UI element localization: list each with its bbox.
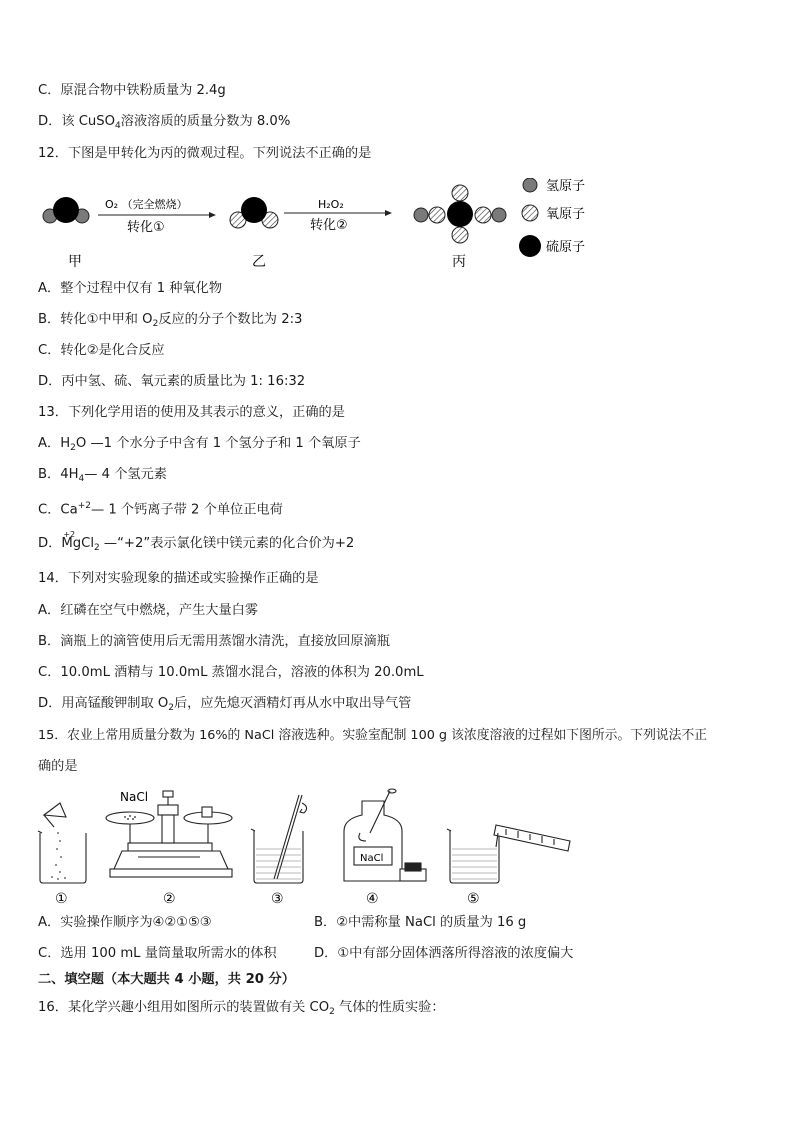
- valence-mark: +2: [63, 530, 76, 539]
- q15-option-b: B．②中需称量 NaCl 的质量为 16 g: [314, 915, 527, 930]
- q12-molecule-diagram: [30, 178, 610, 276]
- step3-label: ③: [271, 891, 284, 907]
- atom-legend: [519, 178, 585, 257]
- section-heading: 二、填空题（本大题共 4 小题，共 20 分）: [38, 972, 295, 987]
- arrow1-condition: O₂ （完全燃烧）: [105, 198, 188, 211]
- legend-sulfur: 硫原子: [546, 240, 586, 255]
- q12-option-b: B．转化①中甲和 $O_2$反应的分子个数比为 2:3: [38, 312, 303, 329]
- sulfur-atom-icon: [519, 235, 541, 257]
- q16-stem: 16．某化学兴趣小组用如图所示的装置做有关 $CO_2$ 气体的性质实验：: [38, 1000, 445, 1017]
- label-jia: 甲: [68, 254, 82, 270]
- q11-option-c: C．原混合物中铁粉质量为 2.4g: [38, 83, 226, 98]
- arrow2-name: 转化②: [310, 218, 348, 233]
- label-yi: 乙: [252, 254, 266, 270]
- q15-option-d: D．①中有部分固体洒落所得溶液的浓度偏大: [314, 946, 574, 961]
- q15-stem-line2: 确的是: [38, 759, 78, 774]
- q12-option-c: C．转化②是化合反应: [38, 343, 165, 358]
- q15-option-c: C．选用 100 mL 量筒量取所需水的体积: [38, 946, 277, 961]
- q13-option-d: D． +2 MgCl$_2$ —“+2”表示氯化镁中镁元素的化合价为+2: [38, 534, 354, 558]
- q15-stem-line1: 15．农业上常用质量分数为 16%的 NaCl 溶液选种。实验室配制 100 g 该浓度溶液的过程如下图所示。下列说法不正: [38, 728, 708, 743]
- arrow2-condition: H₂O₂: [318, 198, 344, 211]
- legend-oxygen: 氧原子: [546, 207, 586, 222]
- legend-hydrogen: 氢原子: [546, 179, 586, 194]
- step5-cylinder-beaker-icon: [447, 825, 570, 883]
- molecule-jia: [43, 197, 89, 223]
- q11-option-d: D．该 CuSO$_4$溶液溶质的质量分数为 8.0%: [38, 114, 291, 131]
- molecule-bing: [414, 185, 506, 243]
- q15-procedure-diagram: [30, 785, 590, 910]
- q13-option-c: C．$Ca^{+2}—$ 1 个钙离子带 2 个单位正电荷: [38, 501, 283, 518]
- q12-option-a: A．整个过程中仅有 1 种氧化物: [38, 281, 223, 296]
- arrow1-name: 转化①: [127, 220, 165, 235]
- label-bing: 丙: [452, 254, 466, 270]
- step4-label: ④: [366, 891, 379, 907]
- q14-option-a: A．红磷在空气中燃烧，产生大量白雾: [38, 603, 259, 618]
- step3-stir-beaker-icon: [251, 795, 307, 883]
- step1-label: ①: [55, 891, 68, 907]
- step5-label: ⑤: [467, 891, 480, 907]
- q13-stem: 13．下列化学用语的使用及其表示的意义，正确的是: [38, 405, 345, 420]
- bottle-nacl-label: NaCl: [360, 853, 384, 864]
- q14-option-b: B．滴瓶上的滴管使用后无需用蒸馏水清洗，直接放回原滴瓶: [38, 634, 390, 649]
- q14-option-c: C．10.0mL 酒精与 10.0mL 蒸馏水混合，溶液的体积为 20.0mL: [38, 665, 424, 680]
- q14-option-d: D．用高锰酸钾制取 $O_2$后，应先熄灭酒精灯再从水中取出导气管: [38, 696, 412, 713]
- q13-option-b: B．$4H_4—$ 4 个氢元素: [38, 467, 167, 484]
- q15-option-a: A．实验操作顺序为④②①⑤③: [38, 915, 212, 930]
- oxygen-atom-icon: [522, 205, 538, 221]
- step1-beaker-icon: [38, 803, 86, 883]
- step4-reagent-bottle-icon: [344, 789, 426, 881]
- balance-nacl-label: NaCl: [120, 790, 149, 804]
- q12-option-d: D．丙中氢、硫、氧元素的质量比为 1: 16:32: [38, 374, 306, 389]
- molecule-yi: [230, 197, 278, 228]
- step2-label: ②: [163, 891, 176, 907]
- q13-option-a: A．$H_2O$ —1 个水分子中含有 1 个氢分子和 1 个氧原子: [38, 436, 361, 453]
- hydrogen-atom-icon: [523, 178, 537, 192]
- q12-stem: 12．下图是甲转化为丙的微观过程。下列说法不正确的是: [38, 146, 372, 161]
- q14-stem: 14．下列对实验现象的描述或实验操作正确的是: [38, 571, 319, 586]
